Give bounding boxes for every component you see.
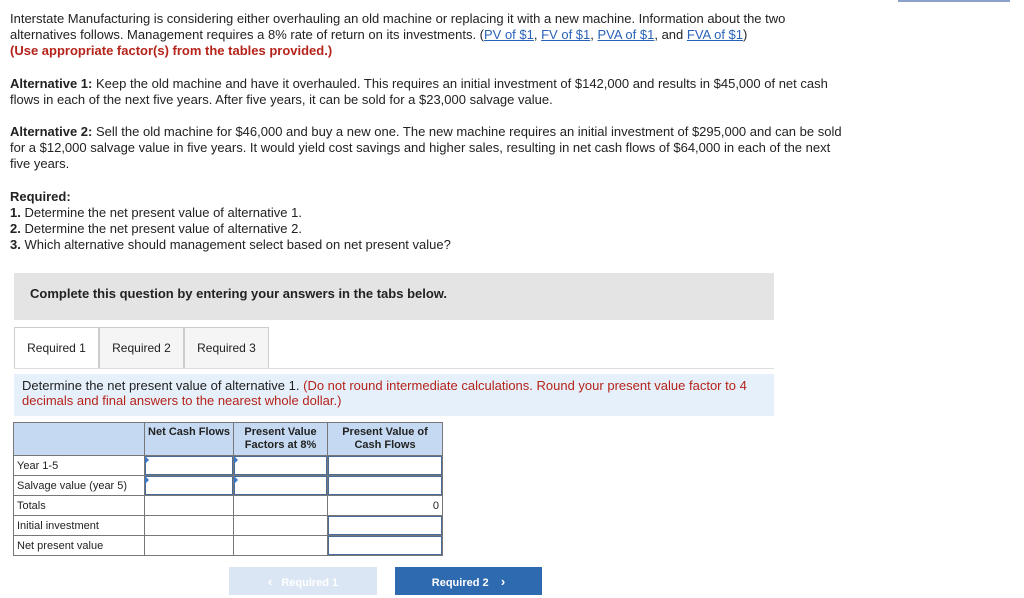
table-row	[14, 516, 443, 536]
header-pv-factors: Present Value Factors at 8%	[234, 423, 328, 456]
prev-tab-button[interactable]: ‹ Required 1	[229, 567, 377, 595]
net-cash-flow-input[interactable]	[145, 476, 233, 495]
pva-of-1-link[interactable]: PVA of $1	[597, 27, 655, 42]
net-cash-flow-input-cell	[145, 456, 234, 476]
row-label: Totals	[14, 496, 145, 516]
table-row	[14, 496, 443, 516]
empty-cell	[234, 536, 328, 556]
empty-cell	[145, 496, 234, 516]
tab-required-2[interactable]: Required 2	[99, 327, 184, 368]
top-accent-bar	[898, 0, 1010, 2]
empty-cell	[145, 536, 234, 556]
empty-cell	[234, 516, 328, 536]
empty-cell	[234, 496, 328, 516]
required-heading: Required:	[10, 189, 71, 204]
pv-cash-flow-input-cell	[328, 476, 443, 496]
fva-of-1-link[interactable]: FVA of $1	[686, 27, 744, 42]
pv-cash-flow-input[interactable]	[328, 456, 442, 475]
factor-instruction: (Use appropriate factor(s) from the tables provided.)	[10, 43, 333, 58]
next-tab-button[interactable]: Required 2 ›	[395, 567, 542, 595]
pv-factor-input[interactable]	[234, 456, 327, 475]
chevron-left-icon: ‹	[267, 573, 273, 589]
header-blank	[14, 423, 145, 456]
alternative-1: Alternative 1: Keep the old machine and have it overhauled. This requires an initial investment of $142,000 and results in $45,000 of net cash flows in each of the next five years. After five years, it can be sold for a $23,000 salvage value.	[10, 76, 828, 107]
npv-input[interactable]	[328, 536, 442, 555]
pv-cash-flow-input-cell	[328, 456, 443, 476]
empty-cell	[145, 516, 234, 536]
alternative-2: Alternative 2: Sell the old machine for $46,000 and buy a new one. The new machine requires an initial investment of $295,000 and can be sold for a $12,000 salvage value in five years. It would yield cost savings and higher sales, resulting in net cash flows of $64,000 in each of the next five years.	[10, 124, 842, 171]
initial-investment-input-cell	[328, 516, 443, 536]
row-label: Net present value	[14, 536, 145, 556]
fv-of-1-link[interactable]: FV of $1	[541, 27, 591, 42]
tab-required-1[interactable]: Required 1	[14, 327, 99, 369]
required-item: 2. Determine the net present value of alternative 2.	[10, 221, 302, 236]
net-cash-flow-input[interactable]	[145, 456, 233, 475]
pv-of-1-link[interactable]: PV of $1	[484, 27, 534, 42]
table-row	[14, 536, 443, 556]
pv-factor-input-cell	[234, 456, 328, 476]
required-list	[10, 205, 451, 253]
chevron-right-icon: ›	[500, 573, 506, 589]
net-cash-flow-input-cell	[145, 476, 234, 496]
pv-factor-input[interactable]	[234, 476, 327, 495]
problem-intro: Interstate Manufacturing is considering either overhauling an old machine or replacing it with a new machine. Information about the two alternatives follows. Management requires a 8% rate of return on its investments. (PV of $1, FV of $1, PVA of $1, and FVA of $1) (Use appropriate factor(s) from the tables provided.)	[10, 11, 786, 58]
tab-required-3[interactable]: Required 3	[184, 327, 269, 368]
intro-text: Interstate Manufacturing is considering either overhauling an old machine or replacing it with a new machine. Information about the two alternatives follows. Management requires a 8% rate of return on its investments. (	[10, 11, 786, 42]
question-text: Determine the net present value of alternative 1.	[22, 378, 300, 393]
pv-cash-flow-input[interactable]	[328, 476, 442, 495]
question-box	[14, 374, 774, 416]
table-row	[14, 456, 443, 476]
initial-investment-input[interactable]	[328, 516, 442, 535]
required-item: 1. Determine the net present value of alternative 1.	[10, 205, 302, 220]
row-label: Initial investment	[14, 516, 145, 536]
row-label: Year 1-5	[14, 456, 145, 476]
header-pv-cash-flows: Present Value of Cash Flows	[328, 423, 443, 456]
required-item: 3. Which alternative should management select based on net present value?	[10, 237, 451, 252]
row-label: Salvage value (year 5)	[14, 476, 145, 496]
tab-divider	[14, 368, 774, 369]
instruction-box	[14, 273, 774, 320]
totals-value: 0	[328, 496, 443, 516]
table-row	[14, 476, 443, 496]
npv-input-cell	[328, 536, 443, 556]
pv-factor-input-cell	[234, 476, 328, 496]
question-note: (Do not round intermediate calculations. Round your present value factor to 4 decimals and final answers to the nearest whole dollar.)	[22, 378, 747, 408]
header-net-cash-flows: Net Cash Flows	[145, 423, 234, 456]
npv-table	[13, 422, 443, 556]
instruction-text: Complete this question by entering your answers in the tabs below.	[30, 286, 448, 301]
